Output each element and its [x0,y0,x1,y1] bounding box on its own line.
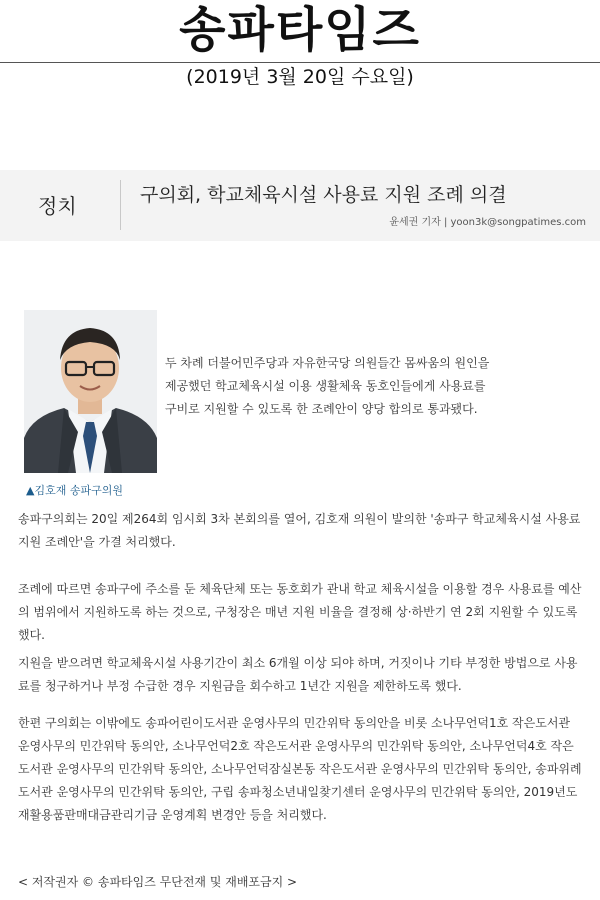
portrait-photo-icon [24,310,157,473]
body-paragraph: 송파구의회는 20일 제264회 임시회 3차 본회의를 열어, 김호재 의원이 발의한 '송파구 학교체육시설 사용료 지원 조례안'을 가결 처리했다. [18,512,581,549]
photo-caption: ▲김호재 송파구의원 [26,484,123,497]
headline: 구의회, 학교체육시설 사용료 지원 조례 의결 [140,184,507,206]
byline: 윤세권 기자 | yoon3k@songpatimes.com [389,217,586,228]
masthead-title[interactable]: 송파타임즈 [179,2,421,58]
masthead [0,0,600,63]
lead-paragraph: 두 차례 더불어민주당과 자유한국당 의원들간 몸싸움의 원인을 제공했던 학교체육시설 이용 생활체육 동호인들에게 사용료를 구비로 지원할 수 있도록 한 조례안이 양당 합의로 통과됐다. [165,356,490,416]
portrait-photo [24,310,157,473]
section-label[interactable]: 정치 [38,194,77,218]
header-divider [120,180,121,230]
copyright-notice: < 저작권자 © 송파타임즈 무단전재 및 재배포금지 > [18,875,298,889]
body-paragraph: 지원을 받으려면 학교체육시설 사용기간이 최소 6개월 이상 되야 하며, 거짓이나 기타 부정한 방법으로 사용료를 청구하거나 부정 수급한 경우 지원금을 회수하고 1년간 지원을 제한하도록 했다. [18,656,578,693]
body-paragraph: 한편 구의회는 이밖에도 송파어린이도서관 운영사무의 민간위탁 동의안을 비롯 소나무언덕1호 작은도서관 운영사무의 민간위탁 동의안, 소나무언덕2호 작은도서관 운영사무의 민간위탁 동의안, 소나무언덕4호 작은도서관 운영사무의 민간위탁 동의안, 소나무언덕잠실본동 작은도서관 운영사무의 민간위탁 동의안, 송파위례도서관 운영사무의 민간위탁 동의안, 구립 송파청소년내일찾기센터 운영사무의 민간위탁 동의안, 2019년도 재활용품판매대금관리기금 운영계획 변경안 등을 처리했다. [18,716,582,822]
issue-date: (2019년 3월 20일 수요일) [186,66,414,88]
article-header [0,170,600,241]
body-paragraph: 조례에 따르면 송파구에 주소를 둔 체육단체 또는 동호회가 관내 학교 체육시설을 이용할 경우 사용료를 예산의 범위에서 지원하도록 하는 것으로, 구청장은 매년 지원 비율을 결정해 상·하반기 연 2회 지원할 수 있도록 했다. [18,582,582,642]
